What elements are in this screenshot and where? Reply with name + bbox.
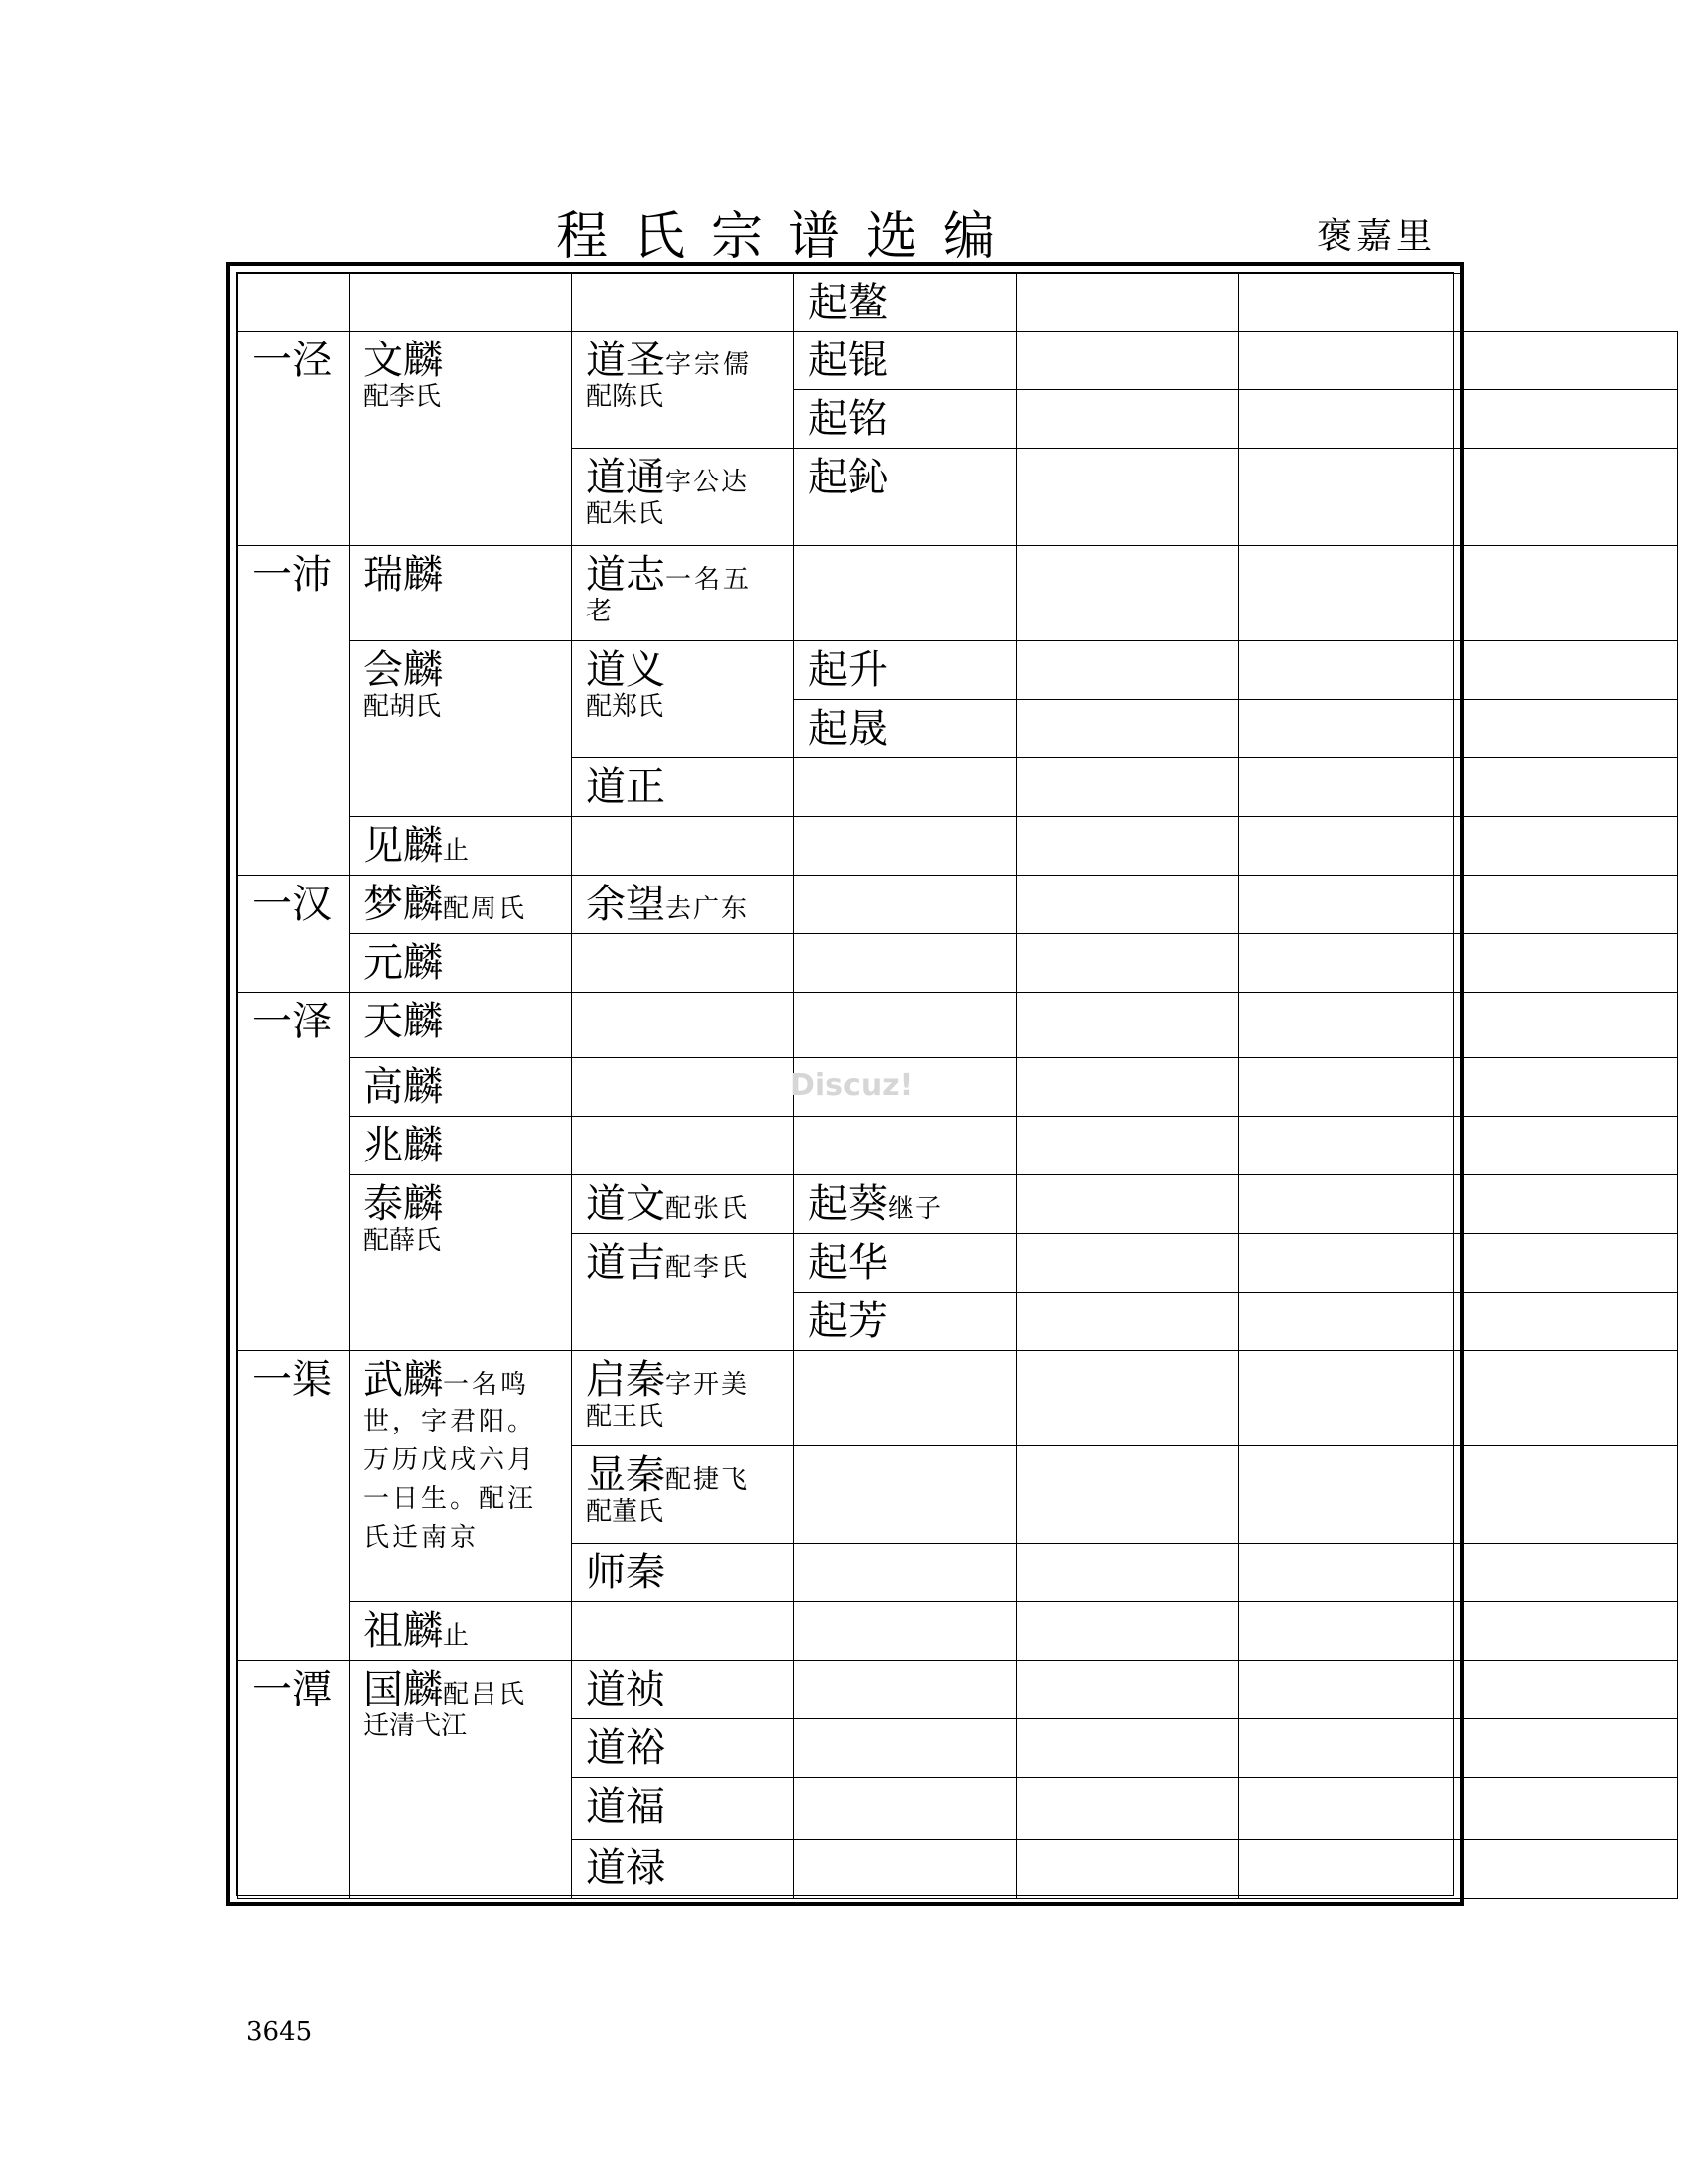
gen4-name: 起升 [794,641,1017,700]
table-cell [572,274,794,332]
gen4-name: 起铭 [794,390,1017,449]
table-cell [1462,1602,1678,1661]
gen3-note: 配朱氏 [586,499,664,529]
table-cell [572,993,794,1058]
gen3-name: 道吉 [586,1240,665,1286]
table-cell [794,1840,1017,1899]
gen3-note: 配王氏 [586,1402,664,1432]
table-cell [1462,1117,1678,1175]
table-cell [1017,934,1239,993]
table-cell [794,817,1017,876]
gen3-name: 师秦 [572,1544,794,1602]
table-cell [1017,700,1239,758]
gen3-inline-note: 一名五 [665,565,753,595]
gen3-name: 道福 [572,1778,794,1840]
gen3-name: 道义 [586,647,665,693]
gen2-note: 配李氏 [363,382,442,412]
gen2-cell [350,1351,572,1602]
table-cell [1462,332,1678,390]
table-cell [572,1117,794,1175]
table-cell [1462,1175,1678,1234]
table-cell [1462,758,1678,817]
table-cell [1017,1293,1239,1351]
table-cell [1462,1234,1678,1293]
table-cell [1239,1117,1462,1175]
gen3-name: 道祯 [572,1661,794,1719]
gen4-name: 起华 [794,1234,1017,1293]
gen4-name: 起芳 [794,1293,1017,1351]
table-cell [794,546,1017,641]
table-cell [1462,1719,1678,1778]
table-cell [1462,993,1678,1058]
gen3-inline-note: 配张氏 [665,1194,750,1224]
gen2-name: 国麟 [363,1667,443,1712]
gen2-inline-note: 配周氏 [443,894,527,924]
table-cell [572,1058,794,1117]
table-cell [1239,1661,1462,1719]
table-cell [794,1544,1017,1602]
table-cell [1239,1544,1462,1602]
table-cell [1017,1661,1239,1719]
gen2-note: 迁清弋江 [363,1711,468,1741]
table-cell [572,817,794,876]
table-cell [794,1719,1017,1778]
watermark: Discuz! [790,1068,914,1103]
table-cell [1017,876,1239,934]
gen3-name: 显秦 [586,1452,665,1498]
table-cell [1017,1544,1239,1602]
table-cell [794,876,1017,934]
table-cell [1017,1351,1239,1446]
gen2-note: 世，字君阳。万历戊戌六月一日生。配汪氏迁南京 [363,1407,537,1553]
table-cell [1017,993,1239,1058]
table-cell [1017,1840,1239,1899]
gen3-name: 道通 [586,455,665,500]
table-cell [794,1351,1017,1446]
table-cell [1239,1234,1462,1293]
table-cell [1462,390,1678,449]
gen3-name: 道禄 [572,1840,794,1899]
table-cell [1239,1778,1462,1840]
table-cell [1017,1446,1239,1544]
gen2-cell [350,1175,572,1351]
table-cell [350,274,572,332]
table-cell [1239,332,1462,390]
gen3-note: 老 [586,597,613,626]
gen4-name: 起锟 [794,332,1017,390]
table-cell [1462,1446,1678,1544]
gen3-cell [572,641,794,758]
gen3-name: 道志 [586,552,665,598]
table-cell [1239,1058,1462,1117]
table-cell [1017,817,1239,876]
gen3-name: 启秦 [586,1357,665,1403]
gen3-name: 道圣 [586,338,665,383]
gen3-name: 道正 [572,758,794,817]
table-cell [1462,1544,1678,1602]
table-cell [794,1446,1017,1544]
table-cell [1017,1719,1239,1778]
table-cell [1462,449,1678,546]
gen3-note: 配陈氏 [586,382,664,412]
genealogy-table [237,273,1678,1899]
table-cell [794,758,1017,817]
gen2-cell [350,817,572,876]
table-cell [1462,1058,1678,1117]
table-cell [1462,1293,1678,1351]
table-cell [1462,876,1678,934]
gen3-cell [572,1175,794,1234]
gen4-name: 起葵 [808,1181,888,1227]
gen3-note: 配郑氏 [586,692,664,722]
gen3-cell [572,332,794,449]
gen2-name: 武麟 [363,1357,443,1403]
gen3-note: 配董氏 [586,1497,664,1527]
table-cell [1462,641,1678,700]
gen1-name: 一泽 [238,993,350,1351]
gen2-name: 元麟 [350,934,572,993]
table-cell [1017,449,1239,546]
gen4-name: 起晟 [794,700,1017,758]
table-cell [1017,546,1239,641]
gen1-name: 一沛 [238,546,350,876]
gen2-name: 瑞麟 [350,546,572,641]
table-cell [1017,390,1239,449]
table-cell [1239,641,1462,700]
table-cell [1239,934,1462,993]
table-cell [1239,993,1462,1058]
table-cell [1017,1778,1239,1840]
table-cell [1462,546,1678,641]
gen2-cell [350,332,572,546]
table-cell [794,1602,1017,1661]
gen3-inline-note: 字公达 [665,468,750,497]
table-cell [1462,934,1678,993]
table-cell [1017,1175,1239,1234]
gen2-inline-note: 止 [443,1621,472,1651]
page-subtitle: 褒嘉里 [1317,216,1437,257]
table-cell [1017,1234,1239,1293]
gen2-inline-note: 止 [443,836,472,866]
table-cell [1239,1446,1462,1544]
gen3-name: 道裕 [572,1719,794,1778]
table-cell [794,1661,1017,1719]
table-cell [1017,1602,1239,1661]
gen2-name: 泰麟 [363,1181,443,1227]
table-cell [794,1117,1017,1175]
table-cell [1017,274,1239,332]
table-cell [572,1602,794,1661]
gen4-name: 起鈊 [794,449,1017,546]
gen2-cell [350,876,572,934]
gen2-cell [350,641,572,817]
table-cell [1239,758,1462,817]
gen1-name: 一潭 [238,1661,350,1899]
gen2-name: 会麟 [363,647,443,693]
table-cell [1239,1840,1462,1899]
gen2-name: 梦麟 [363,882,443,927]
gen4-name: 起鳌 [794,274,1017,332]
table-cell [794,934,1017,993]
table-cell [1462,1661,1678,1719]
gen3-cell [572,546,794,641]
gen3-name: 道文 [586,1181,665,1227]
table-cell [238,274,350,332]
table-cell [794,1778,1017,1840]
table-cell [1462,1840,1678,1899]
table-cell [1239,1293,1462,1351]
table-cell [1462,817,1678,876]
gen2-inline-note: 配吕氏 [443,1680,527,1709]
table-cell [1239,274,1462,332]
table-cell [1462,1778,1678,1840]
table-cell [1239,546,1462,641]
gen3-inline-note: 去广东 [665,894,750,924]
table-cell [1239,876,1462,934]
table-cell [1462,700,1678,758]
gen3-cell [572,1234,794,1351]
gen4-inline-note: 继子 [888,1194,944,1224]
gen3-inline-note: 配李氏 [665,1253,750,1283]
gen2-name: 高麟 [350,1058,572,1117]
table-cell [1239,817,1462,876]
page-number: 3645 [246,2017,313,2047]
gen2-name: 天麟 [350,993,572,1058]
gen1-name: 一泾 [238,332,350,546]
gen3-name: 余望 [586,882,665,927]
gen3-cell [572,1351,794,1446]
gen2-note: 配胡氏 [363,692,442,722]
table-cell [1017,641,1239,700]
gen2-name: 兆麟 [350,1117,572,1175]
table-cell [1239,449,1462,546]
gen1-name: 一汉 [238,876,350,993]
table-cell [1239,1719,1462,1778]
gen2-note: 配薛氏 [363,1226,442,1256]
gen2-cell [350,1602,572,1661]
gen3-cell [572,1446,794,1544]
gen3-inline-note: 字开美 [665,1370,750,1400]
gen2-name: 祖麟 [363,1608,443,1654]
table-cell [1239,1351,1462,1446]
table-cell [1239,1175,1462,1234]
gen2-name: 文麟 [363,338,443,383]
table-cell [1017,758,1239,817]
table-cell [1239,390,1462,449]
gen3-cell [572,876,794,934]
gen4-cell [794,1175,1017,1234]
table-cell [1239,1602,1462,1661]
table-cell [572,934,794,993]
gen1-name: 一渠 [238,1351,350,1661]
table-cell [1017,1117,1239,1175]
page-title: 程氏宗谱选编 [556,207,1022,267]
gen2-name: 见麟 [363,823,443,869]
gen2-inline-note: 一名鸣 [443,1370,530,1400]
table-cell [1239,700,1462,758]
table-cell [1017,1058,1239,1117]
gen3-inline-note: 配捷飞 [665,1465,750,1495]
table-cell [794,993,1017,1058]
gen3-cell [572,449,794,546]
gen3-inline-note: 字宗儒 [665,350,753,380]
table-cell [1462,1351,1678,1446]
gen2-cell [350,1661,572,1899]
table-cell [1017,332,1239,390]
